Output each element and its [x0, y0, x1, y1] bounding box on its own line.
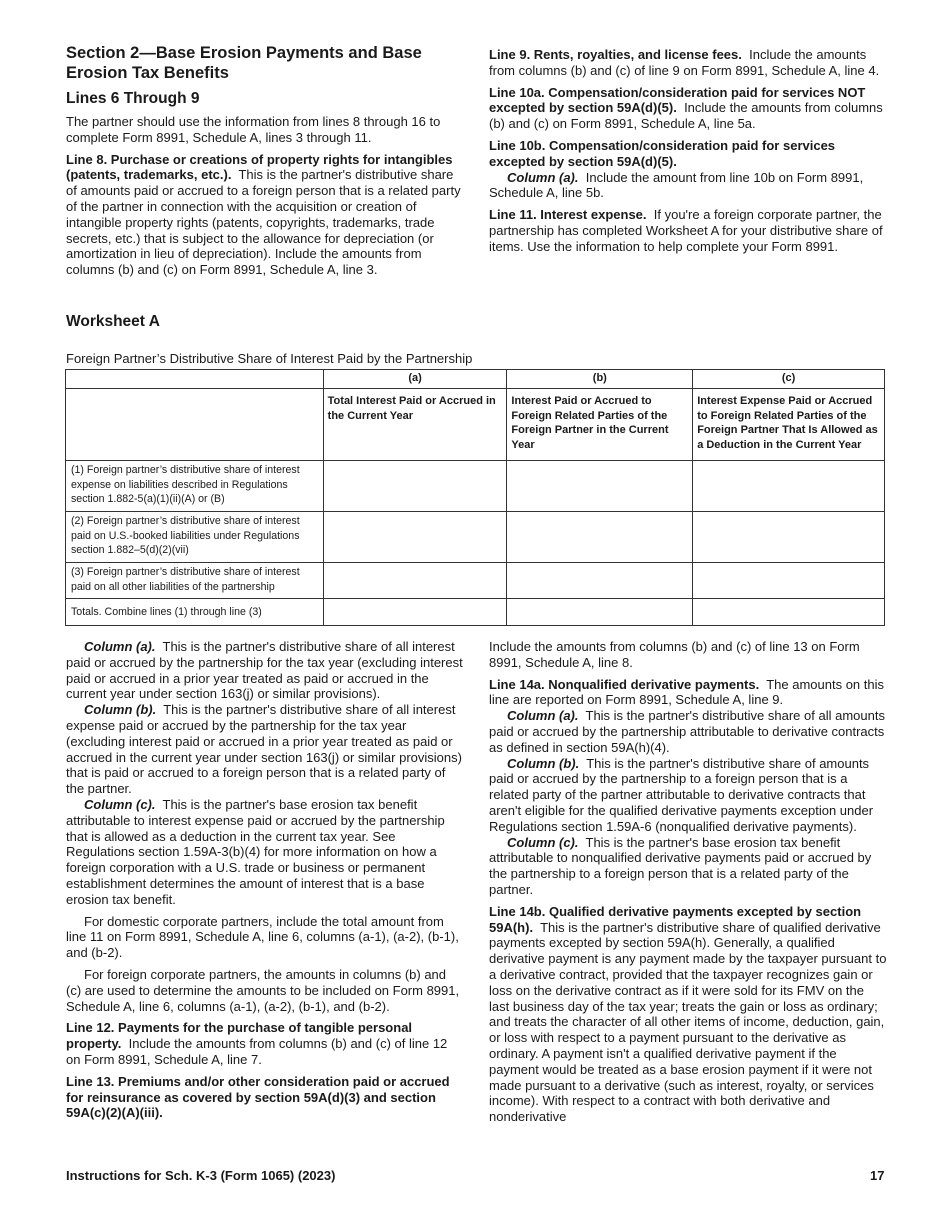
- line-8-text: This is the partner's distributive share of amounts paid or accrued to a foreign person that is a related party of the partner in connection with the acquisition or creation of intangible property rights (patents, copyrights, trademarks, trade secrets, etc.) that is subject to the allowance for depreciation (or amortization in lieu of depreciation). Include the amounts from columns (b) and (c) on Form 8991, Schedule A, line 3.: [66, 167, 461, 278]
- line-13-text-paragraph: [489, 639, 887, 671]
- section-2-intro: The partner should use the information from lines 8 through 16 to complete Form 8991, Schedule A, lines 3 through 11.: [66, 114, 441, 145]
- line-14a-col-a-paragraph: [489, 708, 887, 755]
- table-blank-header-cell: [66, 389, 324, 461]
- row-2-cell-c: [693, 512, 885, 563]
- row-1-cell-b: [507, 461, 693, 512]
- line-14a-col-a-text: This is the partner's distributive share of all amounts paid or accrued by the partnership attributable to derivative contracts as defined in section 59A(h)(4).: [489, 708, 885, 755]
- line-13-heading: Line 13. Premiums and/or other consideration paid or accrued for reinsurance as covered by section 59A(d)(3) and section 59A(c)(2)(A)(iii).: [66, 1073, 450, 1121]
- col-c-label: Column (c).: [84, 796, 156, 812]
- row-1-cell-a: [323, 461, 507, 512]
- table-row: [66, 512, 885, 563]
- line-11-text: If you're a foreign corporate partner, the partnership has completed Worksheet A for your distributive share of items. Use the information to help complete your Form 8991.: [489, 207, 883, 254]
- col-c-paragraph: [66, 797, 464, 908]
- lines-6-9-heading: Lines 6 Through 9: [66, 90, 200, 107]
- line-14a-text: The amounts on this line are reported on Form 8991, Schedule A, line 9.: [489, 676, 884, 708]
- table-row: [66, 563, 885, 599]
- line-11-heading: Line 11. Interest expense.: [489, 207, 647, 223]
- line-9-heading: Line 9. Rents, royalties, and license fees.: [489, 47, 742, 62]
- top-left-column: [66, 44, 464, 284]
- line-12-text: Include the amounts from columns (b) and (c) of line 12 on Form 8991, Schedule A, line 7.: [66, 1036, 448, 1067]
- col-letter-a: (a): [323, 370, 507, 389]
- footer-title: Instructions for Sch. K-3 (Form 1065) (2023): [66, 1168, 336, 1183]
- col-a-label: Column (a).: [84, 639, 156, 654]
- col-letter-c: (c): [693, 370, 885, 389]
- line-9-text: Include the amounts from columns (b) and (c) of line 9 on Form 8991, Schedule A, line 4.: [489, 47, 880, 78]
- row-label-1: (1) Foreign partner’s distributive share of interest expense on liabilities described in Regulations section 1.882-5(a)(1)(ii)(A) or (B): [66, 461, 324, 512]
- line-14a-paragraph: [489, 677, 887, 709]
- table-letter-row: [66, 370, 885, 389]
- foreign-partners-paragraph: For foreign corporate partners, the amounts in columns (b) and (c) are used to determine the amounts to be included on Form 8991, Schedule A, line 6, columns (a-1), (a-2), (b-1), and (b-2).: [66, 966, 460, 1014]
- col-a-text: This is the partner's distributive share of all interest paid or accrued by the partnership for the tax year (excluding interest paid or accrued in a prior year treated as paid or accrued in the current year under section 163(j) or similar provisions).: [66, 639, 463, 702]
- totals-cell-c: [693, 599, 885, 626]
- bottom-left-column: [66, 639, 464, 1127]
- line-13-text: Include the amounts from columns (b) and (c) of line 13 on Form 8991, Schedule A, line 8.: [489, 639, 860, 670]
- col-header-b: Interest Paid or Accrued to Foreign Related Parties of the Foreign Partner in the Current Year: [507, 389, 693, 461]
- line-14a-heading: Line 14a. Nonqualified derivative payments.: [489, 676, 760, 692]
- col-a-paragraph: [66, 639, 464, 702]
- worksheet-a-table: [65, 369, 885, 626]
- line-14a-col-b-label: Column (b).: [507, 755, 580, 771]
- line-11-paragraph: [489, 207, 887, 254]
- line-10b-heading-paragraph: [489, 138, 887, 170]
- bottom-right-column: [489, 639, 887, 1131]
- table-row: [66, 461, 885, 512]
- row-3-cell-a: [323, 563, 507, 599]
- col-b-text: This is the partner's distributive share of all interest expense paid or accrued by the partnership for the tax year (excluding interest paid or accrued in a prior year treated as paid or accrued in the current year under section 163(j) or similar provisions) that is paid or accrued to a foreign person that is a related party of the partner.: [66, 702, 462, 797]
- line-13-heading-paragraph: [66, 1074, 464, 1121]
- line-14b-heading: Line 14b. Qualified derivative payments excepted by section 59A(h).: [489, 903, 862, 935]
- line-9-paragraph: [489, 47, 887, 79]
- line-8-paragraph: [66, 152, 464, 278]
- line-14a-col-b-text: This is the partner's distributive share of amounts paid or accrued by the partnership to a foreign person that is a related party of the partner attributable to derivative contracts that aren't eligible for the qualified derivative payments exception under Regulations section 1.59A-6 (nonqualified derivative payments).: [489, 755, 874, 834]
- line-14b-paragraph: [489, 904, 887, 1125]
- line-10b-heading: Line 10b. Compensation/consideration paid for services excepted by section 59A(d)(5).: [489, 137, 836, 169]
- row-label-3: (3) Foreign partner’s distributive share of interest paid on all other liabilities of the partnership: [66, 563, 324, 599]
- line-14b-text: This is the partner's distributive share of qualified derivative payments excepted by section 59A(h). Generally, a qualified derivative payment is any payment made by the taxpayer pursuant to a derivative contract, provided that the taxpayer recognizes gain or loss on the derivative contract as if it were sold for its FMV on the last business day of the tax year; treats the gain or loss as ordinary; and treats the character of all other items of income, deduction, gain, or loss with respect to a payment pursuant to the derivative as ordinary. A payment isn't a qualified derivative payment if the payment would be treated as a base erosion payment if it were not made pursuant to a derivative (such as interest, royalty, or services income). With respect to a contract with both derivative and nonderivative: [489, 919, 887, 1125]
- row-label-2: (2) Foreign partner’s distributive share of interest paid on U.S.-booked liabilities under Regulations section 1.882–5(d)(2)(vii): [66, 512, 324, 563]
- col-b-paragraph: [66, 702, 464, 797]
- row-3-cell-b: [507, 563, 693, 599]
- row-2-cell-b: [507, 512, 693, 563]
- totals-cell-a: [323, 599, 507, 626]
- line-10a-text: Include the amounts from columns (b) and (c) on Form 8991, Schedule A, line 5a.: [489, 100, 883, 132]
- col-header-a: Total Interest Paid or Accrued in the Current Year: [323, 389, 507, 461]
- line-14a-col-a-label: Column (a).: [507, 708, 579, 724]
- domestic-partners-paragraph: For domestic corporate partners, include the total amount from line 11 on Form 8991, Schedule A, line 6, columns (a-1), (a-2), (b-1), and (b-2).: [66, 913, 459, 961]
- col-b-label: Column (b).: [84, 702, 157, 718]
- line-14a-col-c-text: This is the partner's base erosion tax benefit attributable to nonqualified derivative payments paid or accrued by the partnership to a foreign person that is a related party of the partner.: [489, 834, 872, 897]
- col-header-c: Interest Expense Paid or Accrued to Foreign Related Parties of the Foreign Partner That Is Allowed as a Deduction in the Current Year: [693, 389, 885, 461]
- line-14a-col-c-label: Column (c).: [507, 834, 579, 850]
- line-10b-col-a-text: Include the amount from line 10b on Form 8991, Schedule A, line 5b.: [489, 169, 864, 201]
- section-2-heading: Section 2—Base Erosion Payments and Base Erosion Tax Benefits: [66, 44, 422, 82]
- page-number: 17: [870, 1168, 885, 1183]
- line-12-paragraph: [66, 1020, 464, 1067]
- row-3-cell-c: [693, 563, 885, 599]
- line-12-heading: Line 12. Payments for the purchase of tangible personal property.: [66, 1020, 413, 1052]
- line-8-heading: Line 8. Purchase or creations of property rights for intangibles (patents, trademarks, etc.).: [66, 151, 453, 183]
- line-10a-paragraph: [489, 85, 887, 132]
- worksheet-caption: Foreign Partner’s Distributive Share of Interest Paid by the Partnership: [66, 351, 473, 366]
- line-14a-col-b-paragraph: [489, 756, 887, 835]
- row-1-cell-c: [693, 461, 885, 512]
- totals-cell-b: [507, 599, 693, 626]
- col-letter-b: (b): [507, 370, 693, 389]
- line-10b-col-a-label: Column (a).: [507, 169, 579, 185]
- top-right-column: [489, 47, 887, 261]
- line-10a-heading: Line 10a. Compensation/consideration paid for services NOT excepted by section 59A(d)(5).: [489, 84, 866, 116]
- col-c-text: This is the partner's base erosion tax benefit attributable to interest expense paid or accrued by the partnership that is allowed as a deduction in the current tax year. See Regulations section 1.59A-3(b)(4) for more information on how a foreign corporation with a U.S. trade or business or permanent establishment determines the amount of interest that is a base erosion tax benefit.: [66, 796, 445, 907]
- table-row: [66, 599, 885, 626]
- row-2-cell-a: [323, 512, 507, 563]
- line-10b-col-a-paragraph: [489, 170, 887, 202]
- line-14a-col-c-paragraph: [489, 835, 887, 898]
- worksheet-title: Worksheet A: [66, 313, 160, 330]
- table-corner-cell: [66, 370, 324, 389]
- row-label-totals: Totals. Combine lines (1) through line (3): [66, 599, 324, 626]
- table-header-row: [66, 389, 885, 461]
